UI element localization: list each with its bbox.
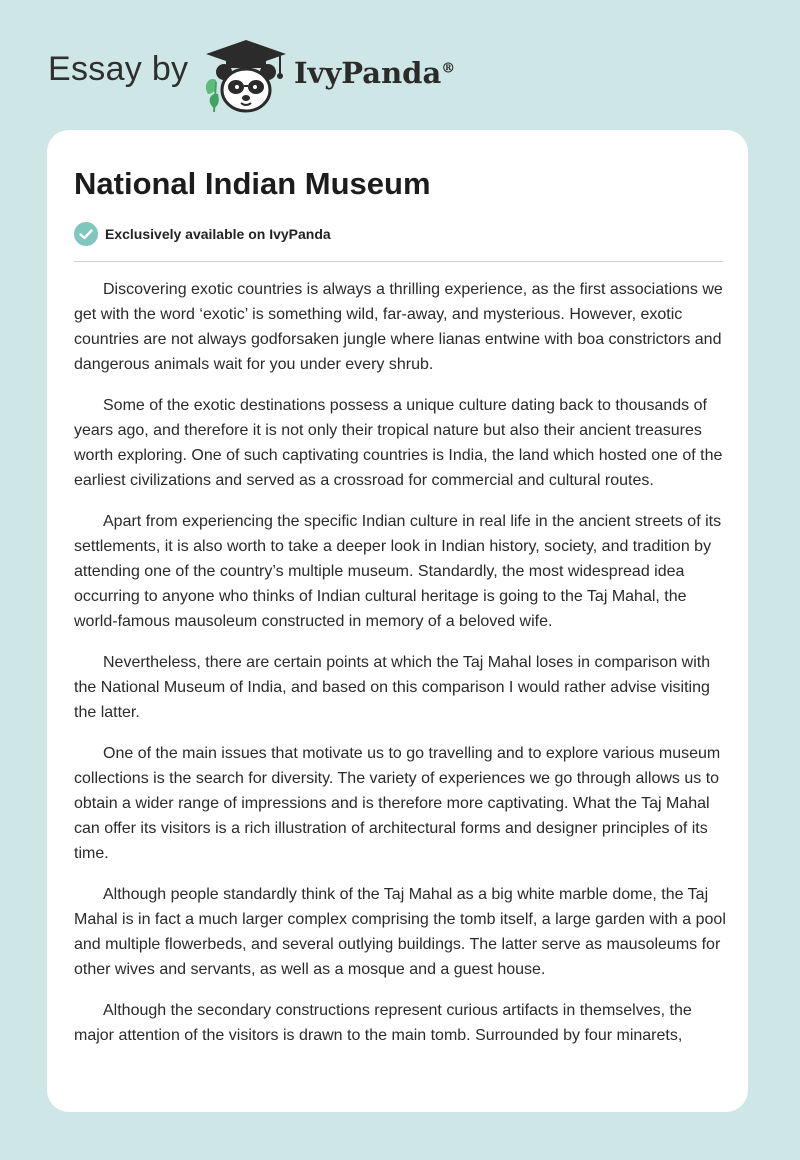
essay-card — [47, 130, 748, 1112]
check-circle-icon — [74, 222, 98, 246]
paragraph: Apart from experiencing the specific Indian culture in real life in the ancient streets of its settlements, it is also worth to take a deeper look in Indian history, society, and tradition by attending one of the country’s multiple museum. Standardly, the most widespread idea occurring to anyone who thinks of Indian cultural heritage is going to the Taj Mahal, the world-famous mausoleum constructed in memory of a beloved wife. — [74, 513, 722, 630]
registered-mark: ® — [441, 60, 456, 77]
title-divider — [74, 261, 723, 262]
paragraph: One of the main issues that motivate us to go travelling and to explore various museum collections is the search for diversity. The variety of experiences we go through allows us to obtain a wider range of impressions and is therefore more captivating. What the Taj Mahal can offer its visitors is a rich illustration of architectural forms and designer principles of its time. — [74, 745, 721, 862]
brand-name-text: IvyPanda — [294, 56, 442, 90]
paragraph: Although the secondary constructions represent curious artifacts in themselves, the major attention of the visitors is drawn to the main tomb. Surrounded by four minarets, — [74, 1002, 692, 1044]
exclusive-badge — [74, 222, 331, 246]
exclusive-badge-label: Exclusively available on IvyPanda — [105, 226, 331, 242]
site-header — [48, 28, 548, 118]
essay-body — [74, 277, 726, 1064]
brand-name — [294, 56, 455, 90]
panda-graduate-icon — [200, 36, 292, 116]
paragraph: Some of the exotic destinations possess a unique culture dating back to thousands of years ago, and therefore it is not only their tropical nature but also their ancient treasures worth exploring. One of such captivating countries is India, the land which hosted one of the earliest civilizations and served as a crossroad for commercial and cultural routes. — [74, 397, 723, 489]
paragraph: Discovering exotic countries is always a thrilling experience, as the first associations we get with the word ‘exotic’ is something wild, far-away, and mysterious. However, exotic countries are not always godforsaken jungle where lianas entwine with boa constrictors and dangerous animals wait for you under every shrub. — [74, 281, 723, 373]
essay-by-label: Essay by — [48, 50, 189, 88]
paragraph: Nevertheless, there are certain points at which the Taj Mahal loses in comparison with the National Museum of India, and based on this comparison I would rather advise visiting the latter. — [74, 654, 711, 721]
paragraph: Although people standardly think of the Taj Mahal as a big white marble dome, the Taj Mahal is in fact a much larger complex comprising the tomb itself, a large garden with a pool and multiple flowerbeds, and several outlying buildings. The latter serve as mausoleums for other wives and servants, as well as a mosque and a guest house. — [74, 886, 726, 978]
page-title: National Indian Museum — [74, 166, 431, 201]
